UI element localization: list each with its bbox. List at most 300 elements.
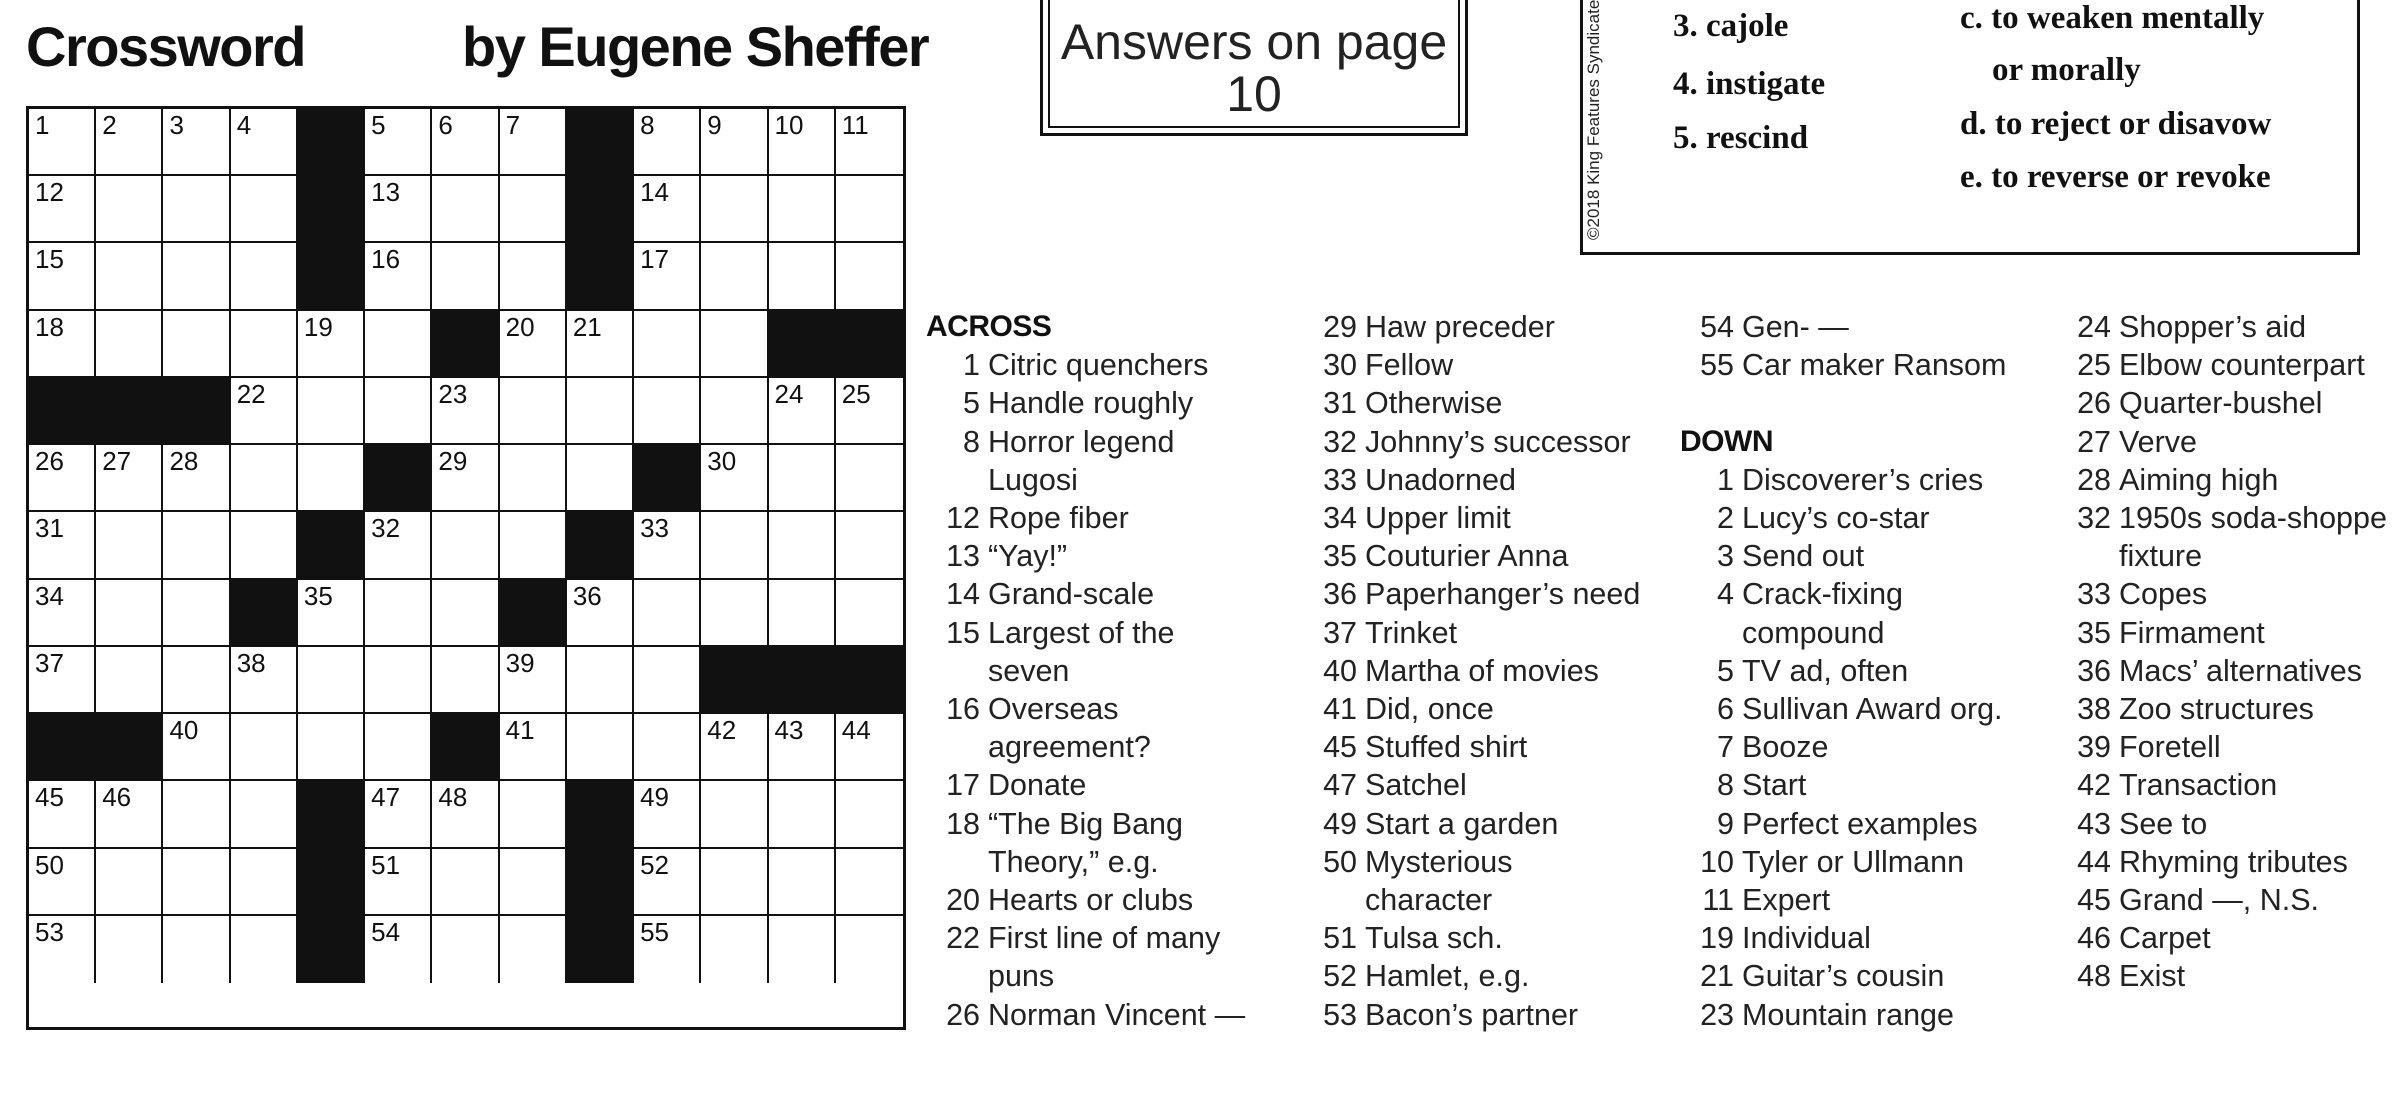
clue-number: 7 <box>505 110 521 140</box>
grid-cell[interactable] <box>163 311 230 378</box>
black-square <box>567 109 634 176</box>
black-square <box>500 580 567 647</box>
grid-cell[interactable] <box>163 849 230 916</box>
grid-cell[interactable] <box>96 580 163 647</box>
black-square <box>567 916 634 983</box>
clue-number: 28 <box>169 446 199 477</box>
grid-cell[interactable] <box>365 849 432 916</box>
grid-cell[interactable] <box>163 109 230 176</box>
clue-item-text: Exist <box>2119 959 2186 994</box>
clue-number: 27 <box>102 446 132 477</box>
clue-number: 40 <box>169 715 199 746</box>
clue-item-text: “The Big Bang <box>988 806 1183 841</box>
grid-cell[interactable] <box>432 378 499 445</box>
grid-cell[interactable] <box>500 445 567 512</box>
clue-item <box>1680 614 2042 652</box>
grid-cell[interactable] <box>163 243 230 310</box>
clue-item-text: First line of many <box>988 921 1221 956</box>
grid-cell[interactable] <box>634 243 701 310</box>
grid-cell[interactable] <box>163 714 230 781</box>
grid-cell[interactable] <box>769 445 836 512</box>
clue-item-number: 2 <box>1717 501 1734 535</box>
grid-cell[interactable] <box>96 445 163 512</box>
clue-item-number: 32 <box>2077 501 2111 536</box>
grid-cell[interactable] <box>634 647 701 714</box>
grid-cell[interactable] <box>701 109 768 176</box>
grid-cell[interactable] <box>29 109 96 176</box>
clue-number: 21 <box>572 311 602 342</box>
black-square <box>634 445 701 512</box>
grid-cell[interactable] <box>567 714 634 781</box>
clue-number: 41 <box>505 715 535 746</box>
spacer <box>1680 384 2042 422</box>
grid-cell[interactable] <box>298 714 365 781</box>
grid-cell[interactable] <box>29 243 96 310</box>
clue-item <box>1680 919 2042 957</box>
clue-number: 35 <box>303 580 333 611</box>
grid-cell[interactable] <box>163 916 230 983</box>
grid-cell[interactable] <box>163 512 230 579</box>
black-square <box>298 243 365 310</box>
clue-item-text: Firmament <box>2119 615 2265 650</box>
grid-cell[interactable] <box>701 512 768 579</box>
clue-item-text: Stuffed shirt <box>1365 730 1528 765</box>
clue-item <box>926 996 1288 1034</box>
grid-cell[interactable] <box>432 243 499 310</box>
grid-cell[interactable] <box>29 512 96 579</box>
clue-item-number: 7 <box>1717 730 1734 765</box>
grid-cell[interactable] <box>432 176 499 243</box>
clue-item <box>2057 308 2404 346</box>
black-square <box>365 445 432 512</box>
copyright-notice: ©2018 King Features Syndicate <box>1584 0 1603 240</box>
clue-number: 19 <box>303 311 333 342</box>
clue-item <box>1303 384 1665 422</box>
grid-cell[interactable] <box>701 781 768 848</box>
clue-number: 53 <box>35 916 64 947</box>
clue-item <box>1303 843 1665 881</box>
clue-item-text: Couturier Anna <box>1365 539 1569 574</box>
grid-cell[interactable] <box>634 781 701 848</box>
black-square <box>298 512 365 579</box>
grid-cell[interactable] <box>365 580 432 647</box>
clue-item-number: 40 <box>1323 653 1357 688</box>
grid-cell[interactable] <box>231 849 298 916</box>
clue-item-text: Guitar’s cousin <box>1742 959 1945 994</box>
clue-item <box>926 805 1288 843</box>
clue-number: 49 <box>640 782 669 813</box>
grid-cell[interactable] <box>231 647 298 714</box>
grid-cell[interactable] <box>298 445 365 512</box>
clue-item-number: 33 <box>2077 577 2111 612</box>
clue-item-number: 45 <box>2077 883 2111 918</box>
black-square <box>29 714 96 781</box>
grid-cell[interactable] <box>836 109 903 176</box>
black-square <box>29 378 96 445</box>
grid-cell[interactable] <box>634 176 701 243</box>
clue-item <box>1680 652 2042 690</box>
black-square <box>298 176 365 243</box>
grid-cell[interactable] <box>432 916 499 983</box>
clue-item-text: Aiming high <box>2119 462 2279 497</box>
clue-number: 15 <box>35 244 64 275</box>
grid-cell[interactable] <box>567 378 634 445</box>
clue-number: 26 <box>35 446 64 477</box>
clue-number: 34 <box>35 580 64 611</box>
clue-item <box>926 766 1288 804</box>
grid-cell[interactable] <box>29 176 96 243</box>
clue-item-number <box>926 652 988 690</box>
clue-item-text: Lucy’s co-star <box>1742 501 1930 535</box>
grid-cell[interactable] <box>769 176 836 243</box>
clue-item-number: 5 <box>1717 653 1734 688</box>
grid-cell[interactable] <box>500 849 567 916</box>
grid-cell[interactable] <box>432 109 499 176</box>
clue-item <box>2057 499 2404 537</box>
clue-item <box>1680 461 2042 499</box>
clue-item <box>926 690 1288 728</box>
clue-number: 3 <box>169 110 184 140</box>
clue-item-text: Verve <box>2119 424 2197 459</box>
grid-cell[interactable] <box>432 512 499 579</box>
grid-cell[interactable] <box>96 781 163 848</box>
clue-number: 52 <box>640 849 669 880</box>
clue-item-number: 18 <box>946 806 980 841</box>
clue-item <box>1680 766 2042 804</box>
clue-item <box>1303 881 1665 919</box>
grid-cell[interactable] <box>231 378 298 445</box>
grid-cell[interactable] <box>567 311 634 378</box>
grid-cell[interactable] <box>500 512 567 579</box>
clue-item-number: 47 <box>1323 768 1357 803</box>
clue-item <box>926 384 1288 422</box>
clue-number: 20 <box>505 311 535 342</box>
clue-number: 38 <box>236 647 266 678</box>
grid-cell[interactable] <box>769 714 836 781</box>
clue-number: 51 <box>371 849 401 880</box>
clue-item-text: Foretell <box>2119 730 2221 765</box>
clue-number: 31 <box>35 513 64 544</box>
grid-cell[interactable] <box>701 849 768 916</box>
clue-item-text: seven <box>988 653 1070 688</box>
clue-item-number: 25 <box>2077 348 2111 383</box>
clue-item <box>2057 346 2404 384</box>
clue-item-text: agreement? <box>988 730 1151 765</box>
grid-cell[interactable] <box>701 580 768 647</box>
clue-item-number: 20 <box>946 883 980 918</box>
grid-cell[interactable] <box>432 781 499 848</box>
black-square <box>567 176 634 243</box>
grid-cell[interactable] <box>500 109 567 176</box>
clue-item-text: Start a garden <box>1365 806 1559 841</box>
grid-cell[interactable] <box>29 647 96 714</box>
grid-cell[interactable] <box>500 378 567 445</box>
grid-cell[interactable] <box>432 647 499 714</box>
clue-number: 17 <box>640 244 669 275</box>
grid-cell[interactable] <box>231 109 298 176</box>
grid-cell[interactable] <box>298 311 365 378</box>
grid-cell[interactable] <box>500 647 567 714</box>
clue-item-text: Tyler or Ullmann <box>1742 844 1965 879</box>
clue-item-number: 54 <box>1700 310 1734 344</box>
grid-cell[interactable] <box>701 176 768 243</box>
clue-item-text: Grand —, N.S. <box>2119 883 2320 918</box>
clue-item <box>1303 957 1665 995</box>
grid-cell[interactable] <box>701 916 768 983</box>
grid-cell[interactable] <box>365 378 432 445</box>
black-square <box>298 781 365 848</box>
grid-cell[interactable] <box>231 176 298 243</box>
clue-item-text: Trinket <box>1365 615 1458 650</box>
grid-cell[interactable] <box>29 445 96 512</box>
grid-cell[interactable] <box>836 445 903 512</box>
grid-cell[interactable] <box>231 714 298 781</box>
clue-item-number: 19 <box>1700 921 1734 956</box>
grid-cell[interactable] <box>29 916 96 983</box>
grid-cell[interactable] <box>500 781 567 848</box>
grid-cell[interactable] <box>769 781 836 848</box>
clue-item-number <box>926 728 988 766</box>
grid-cell[interactable] <box>836 849 903 916</box>
clue-item-number: 8 <box>1717 768 1734 803</box>
grid-cell[interactable] <box>163 647 230 714</box>
clue-number: 13 <box>371 177 401 208</box>
grid-cell[interactable] <box>298 378 365 445</box>
black-square <box>836 647 903 714</box>
grid-cell[interactable] <box>769 849 836 916</box>
clue-item-number <box>2057 537 2119 575</box>
clue-number: 43 <box>774 715 804 746</box>
grid-cell[interactable] <box>365 781 432 848</box>
grid-cell[interactable] <box>29 580 96 647</box>
grid-cell[interactable] <box>567 580 634 647</box>
grid-cell[interactable] <box>96 512 163 579</box>
clue-item-number: 8 <box>963 424 980 459</box>
puzzle-author: by Eugene Sheffer <box>462 15 929 78</box>
clue-item <box>926 919 1288 957</box>
clue-item-number: 34 <box>1323 501 1357 536</box>
clue-item <box>2057 919 2404 957</box>
grid-cell[interactable] <box>365 176 432 243</box>
grid-cell[interactable] <box>365 647 432 714</box>
grid-cell[interactable] <box>836 714 903 781</box>
grid-cell[interactable] <box>500 176 567 243</box>
grid-cell[interactable] <box>836 176 903 243</box>
grid-cell[interactable] <box>96 647 163 714</box>
clue-item <box>926 575 1288 613</box>
clue-item-text: Perfect examples <box>1742 806 1978 841</box>
clue-number: 16 <box>371 244 401 275</box>
clue-item-number: 10 <box>1700 844 1734 879</box>
grid-cell[interactable] <box>836 512 903 579</box>
clue-item-text: Sullivan Award org. <box>1742 692 2003 727</box>
clue-number: 39 <box>505 647 535 678</box>
clue-number: 12 <box>35 177 64 208</box>
grid-cell[interactable] <box>567 647 634 714</box>
grid-cell[interactable] <box>365 311 432 378</box>
clue-item-number: 43 <box>2077 806 2111 841</box>
clue-item-text: 1950s soda-shoppe <box>2119 501 2387 536</box>
black-square <box>231 580 298 647</box>
grid-cell[interactable] <box>634 109 701 176</box>
grid-cell[interactable] <box>836 781 903 848</box>
clue-item-number: 17 <box>946 768 980 803</box>
black-square <box>432 714 499 781</box>
clue-item-number: 37 <box>1323 615 1357 650</box>
grid-cell[interactable] <box>769 580 836 647</box>
clue-item-number: 16 <box>946 692 980 727</box>
clue-column-1 <box>926 308 1288 1034</box>
clue-item-text: Upper limit <box>1365 501 1511 536</box>
clue-item-number: 12 <box>946 501 980 536</box>
grid-cell[interactable] <box>701 311 768 378</box>
down-heading: DOWN <box>1680 424 1773 458</box>
grid-cell[interactable] <box>634 512 701 579</box>
clue-item-number: 26 <box>946 997 980 1032</box>
grid-cell[interactable] <box>701 378 768 445</box>
grid-cell[interactable] <box>96 109 163 176</box>
clue-item-text: puns <box>988 959 1055 994</box>
clue-item-text: Unadorned <box>1365 462 1516 497</box>
grid-cell[interactable] <box>298 580 365 647</box>
grid-cell[interactable] <box>365 714 432 781</box>
clue-item-text: Haw preceder <box>1365 310 1555 344</box>
grid-cell[interactable] <box>769 512 836 579</box>
vocab-definition: e. to reverse or revoke <box>1960 159 2271 195</box>
grid-cell[interactable] <box>29 781 96 848</box>
clue-item-text: Norman Vincent — <box>988 997 1246 1032</box>
grid-cell[interactable] <box>365 243 432 310</box>
grid-cell[interactable] <box>163 781 230 848</box>
clue-item-text: Paperhanger’s need <box>1365 577 1641 612</box>
grid-cell[interactable] <box>163 445 230 512</box>
clue-item-number: 48 <box>2077 959 2111 994</box>
grid-cell[interactable] <box>769 378 836 445</box>
grid-cell[interactable] <box>96 311 163 378</box>
clue-item-text: Quarter-bushel <box>2119 386 2323 421</box>
crossword-grid[interactable] <box>26 106 906 1030</box>
grid-cell[interactable] <box>836 580 903 647</box>
grid-cell[interactable] <box>231 916 298 983</box>
grid-cell[interactable] <box>365 916 432 983</box>
clue-number: 18 <box>35 311 64 342</box>
grid-cell[interactable] <box>298 647 365 714</box>
grid-cell[interactable] <box>96 849 163 916</box>
clue-item-text: Horror legend <box>988 424 1175 459</box>
grid-cell[interactable] <box>163 580 230 647</box>
grid-cell[interactable] <box>231 445 298 512</box>
answers-notice-line1: Answers on page <box>1060 14 1448 70</box>
clue-item-number <box>926 461 988 499</box>
clue-item <box>926 957 1288 995</box>
grid-cell[interactable] <box>567 445 634 512</box>
clue-number: 25 <box>841 378 871 409</box>
clue-item <box>1303 499 1665 537</box>
grid-cell[interactable] <box>432 849 499 916</box>
grid-cell[interactable] <box>231 243 298 310</box>
grid-cell[interactable] <box>432 445 499 512</box>
clue-item-number: 36 <box>2077 653 2111 688</box>
clue-item-text: TV ad, often <box>1742 653 1909 688</box>
grid-cell[interactable] <box>500 714 567 781</box>
grid-cell[interactable] <box>500 311 567 378</box>
clue-item-text: Crack-fixing <box>1742 577 1904 612</box>
grid-cell[interactable] <box>365 512 432 579</box>
grid-cell[interactable] <box>701 243 768 310</box>
grid-cell[interactable] <box>634 311 701 378</box>
vocab-word: 3. cajole <box>1673 8 1789 44</box>
grid-cell[interactable] <box>634 849 701 916</box>
clue-item <box>1303 423 1665 461</box>
clue-item-text: Transaction <box>2119 768 2278 803</box>
grid-cell[interactable] <box>231 311 298 378</box>
clue-item-text: Did, once <box>1365 692 1494 727</box>
grid-cell[interactable] <box>96 176 163 243</box>
grid-cell[interactable] <box>634 916 701 983</box>
clue-item <box>926 652 1288 690</box>
vocab-definition: or morally <box>1992 52 2141 88</box>
grid-cell[interactable] <box>29 849 96 916</box>
clue-item <box>1303 308 1665 346</box>
clue-number: 42 <box>707 715 737 746</box>
grid-cell[interactable] <box>432 580 499 647</box>
clue-number: 8 <box>640 110 655 140</box>
clue-number: 55 <box>640 916 669 947</box>
clue-item-number: 32 <box>1323 424 1357 459</box>
black-square <box>432 311 499 378</box>
clue-item-number: 50 <box>1323 844 1357 879</box>
grid-cell[interactable] <box>836 243 903 310</box>
grid-cell[interactable] <box>701 445 768 512</box>
clue-item-text: Mysterious <box>1365 844 1513 879</box>
clue-item-number: 30 <box>1323 348 1357 383</box>
grid-cell[interactable] <box>231 512 298 579</box>
grid-cell[interactable] <box>836 916 903 983</box>
clue-item-number: 3 <box>1717 539 1734 574</box>
clue-item <box>926 537 1288 575</box>
grid-cell[interactable] <box>96 243 163 310</box>
grid-cell[interactable] <box>163 176 230 243</box>
vocab-definition: d. to reject or disavow <box>1960 106 2272 142</box>
clue-item <box>926 499 1288 537</box>
grid-cell[interactable] <box>701 714 768 781</box>
clue-item-number: 11 <box>1702 883 1734 918</box>
clue-item <box>2057 652 2404 690</box>
grid-cell[interactable] <box>634 580 701 647</box>
grid-cell[interactable] <box>96 916 163 983</box>
clue-item <box>2057 423 2404 461</box>
grid-cell[interactable] <box>634 378 701 445</box>
grid-cell[interactable] <box>231 781 298 848</box>
clue-item-text: Discoverer’s cries <box>1742 462 1984 497</box>
grid-cell[interactable] <box>769 916 836 983</box>
clue-item-number: 5 <box>963 386 980 421</box>
clue-item <box>1303 614 1665 652</box>
clue-number: 9 <box>707 110 722 140</box>
clue-item-text: Shopper’s aid <box>2119 310 2307 344</box>
grid-cell[interactable] <box>29 311 96 378</box>
grid-cell[interactable] <box>365 109 432 176</box>
grid-cell[interactable] <box>769 243 836 310</box>
grid-cell[interactable] <box>769 109 836 176</box>
grid-cell[interactable] <box>836 378 903 445</box>
grid-cell[interactable] <box>634 714 701 781</box>
clue-item <box>1680 537 2042 575</box>
clue-item-text: Booze <box>1742 730 1829 765</box>
clue-number: 54 <box>371 916 401 947</box>
grid-cell[interactable] <box>500 243 567 310</box>
grid-cell[interactable] <box>500 916 567 983</box>
